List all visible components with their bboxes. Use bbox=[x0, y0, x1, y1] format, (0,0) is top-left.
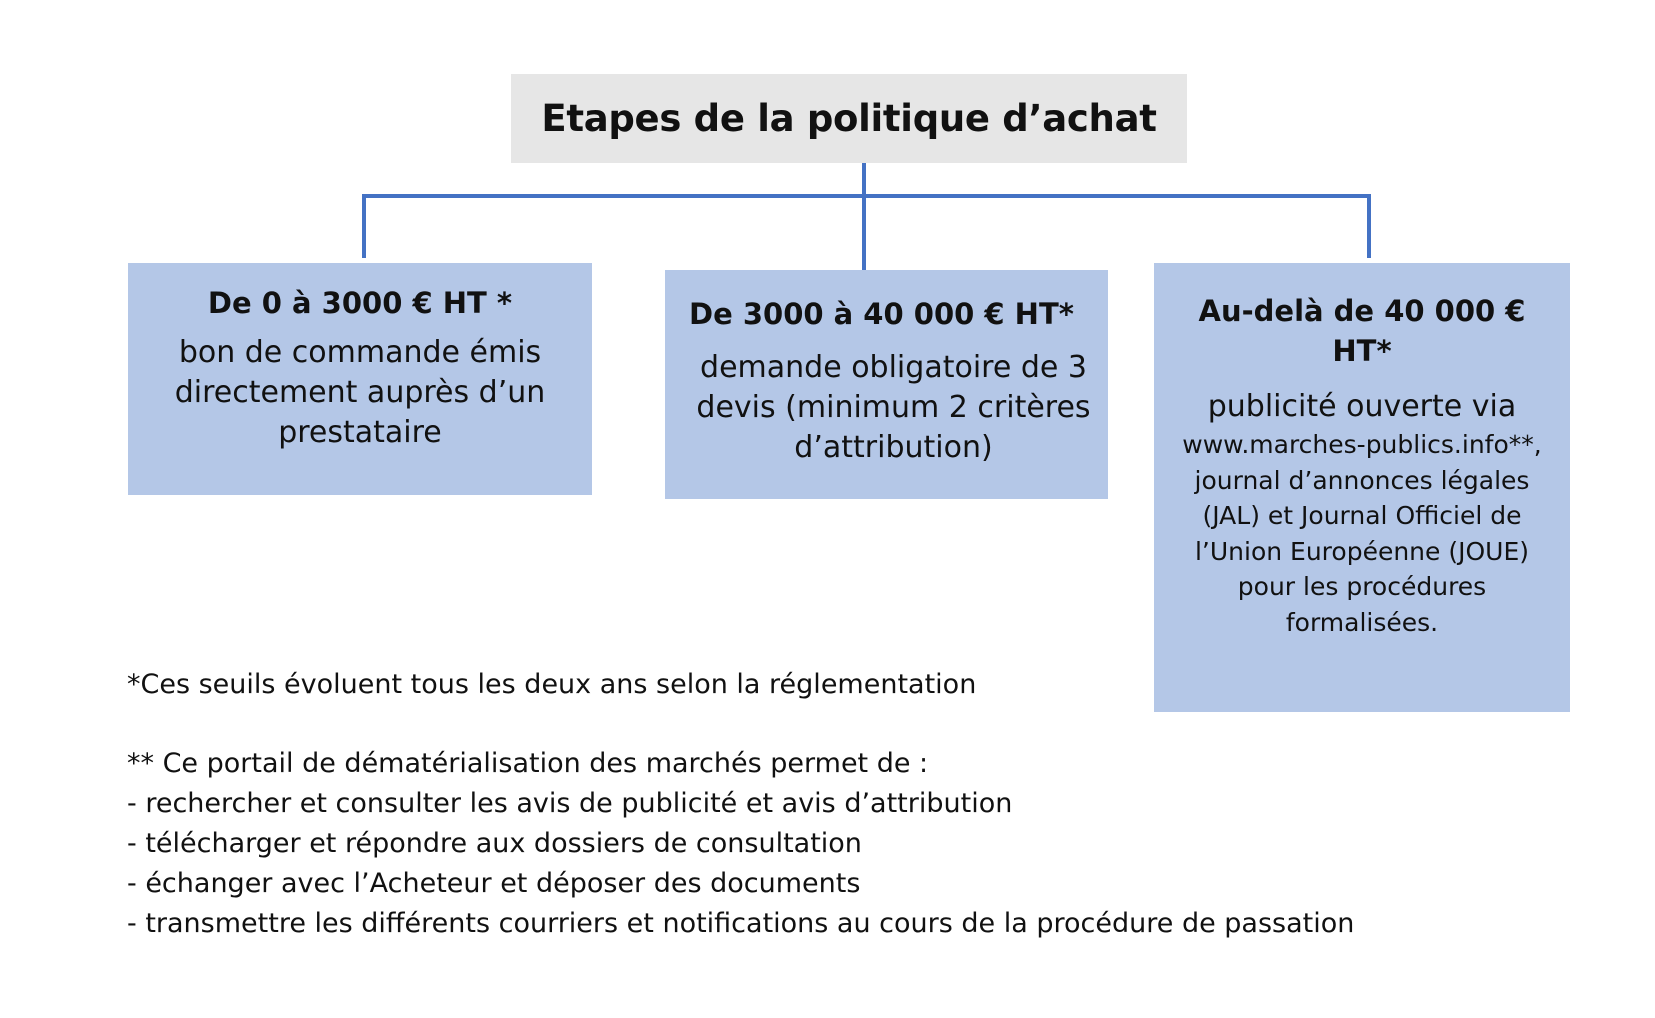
step-3-title-line: Au-delà de 40 000 € bbox=[1198, 294, 1526, 328]
step-2-desc-line: devis (minimum 2 critères bbox=[696, 390, 1091, 425]
step-3-detail-line: journal d’annonces légales bbox=[1194, 465, 1530, 495]
portal-item: - télécharger et répondre aux dossiers de consultation bbox=[127, 828, 862, 859]
step-3-detail-line: (JAL) et Journal Officiel de bbox=[1202, 501, 1522, 530]
note-spacer bbox=[127, 705, 1577, 744]
portal-item: - échanger avec l’Acheteur et déposer des documents bbox=[127, 868, 861, 899]
step-1-title: De 0 à 3000 € HT * bbox=[207, 286, 513, 320]
step-3-title bbox=[1162, 291, 1562, 371]
step-3-detail-line: formalisées. bbox=[1285, 607, 1439, 637]
step-3-detail-line: www.marches-publics.info**, bbox=[1182, 430, 1542, 459]
step-3-title-line: HT* bbox=[1332, 334, 1392, 368]
diagram-title: Etapes de la politique d’achat bbox=[541, 97, 1157, 140]
step-box-1 bbox=[128, 263, 592, 495]
step-2-title: De 3000 à 40 000 € HT* bbox=[689, 297, 1074, 331]
step-3-detail bbox=[1162, 427, 1562, 640]
step-3-detail-line: l’Union Européenne (JOUE) bbox=[1194, 536, 1530, 566]
step-2-desc-line: d’attribution) bbox=[794, 430, 993, 465]
portal-item: - rechercher et consulter les avis de publicité et avis d’attribution bbox=[127, 788, 1013, 819]
step-box-3 bbox=[1154, 263, 1570, 712]
step-3-lead: publicité ouverte via bbox=[1207, 389, 1517, 424]
footnotes bbox=[127, 665, 1577, 944]
step-1-description bbox=[142, 333, 578, 453]
threshold-note: *Ces seuils évoluent tous les deux ans selon la réglementation bbox=[127, 669, 977, 700]
step-2-desc-line: demande obligatoire de 3 bbox=[700, 350, 1087, 385]
step-1-desc-line: directement auprès d’un bbox=[174, 375, 546, 410]
step-1-desc-line: bon de commande émis bbox=[178, 335, 542, 370]
step-3-detail-line: pour les procédures bbox=[1237, 572, 1487, 601]
step-box-2 bbox=[665, 270, 1108, 499]
portal-item: - transmettre les différents courriers et notifications au cours de la procédure de passation bbox=[127, 908, 1355, 939]
step-2-description bbox=[679, 348, 1094, 468]
step-1-desc-line: prestataire bbox=[278, 415, 442, 450]
portal-intro: ** Ce portail de dématérialisation des marchés permet de : bbox=[127, 748, 929, 779]
